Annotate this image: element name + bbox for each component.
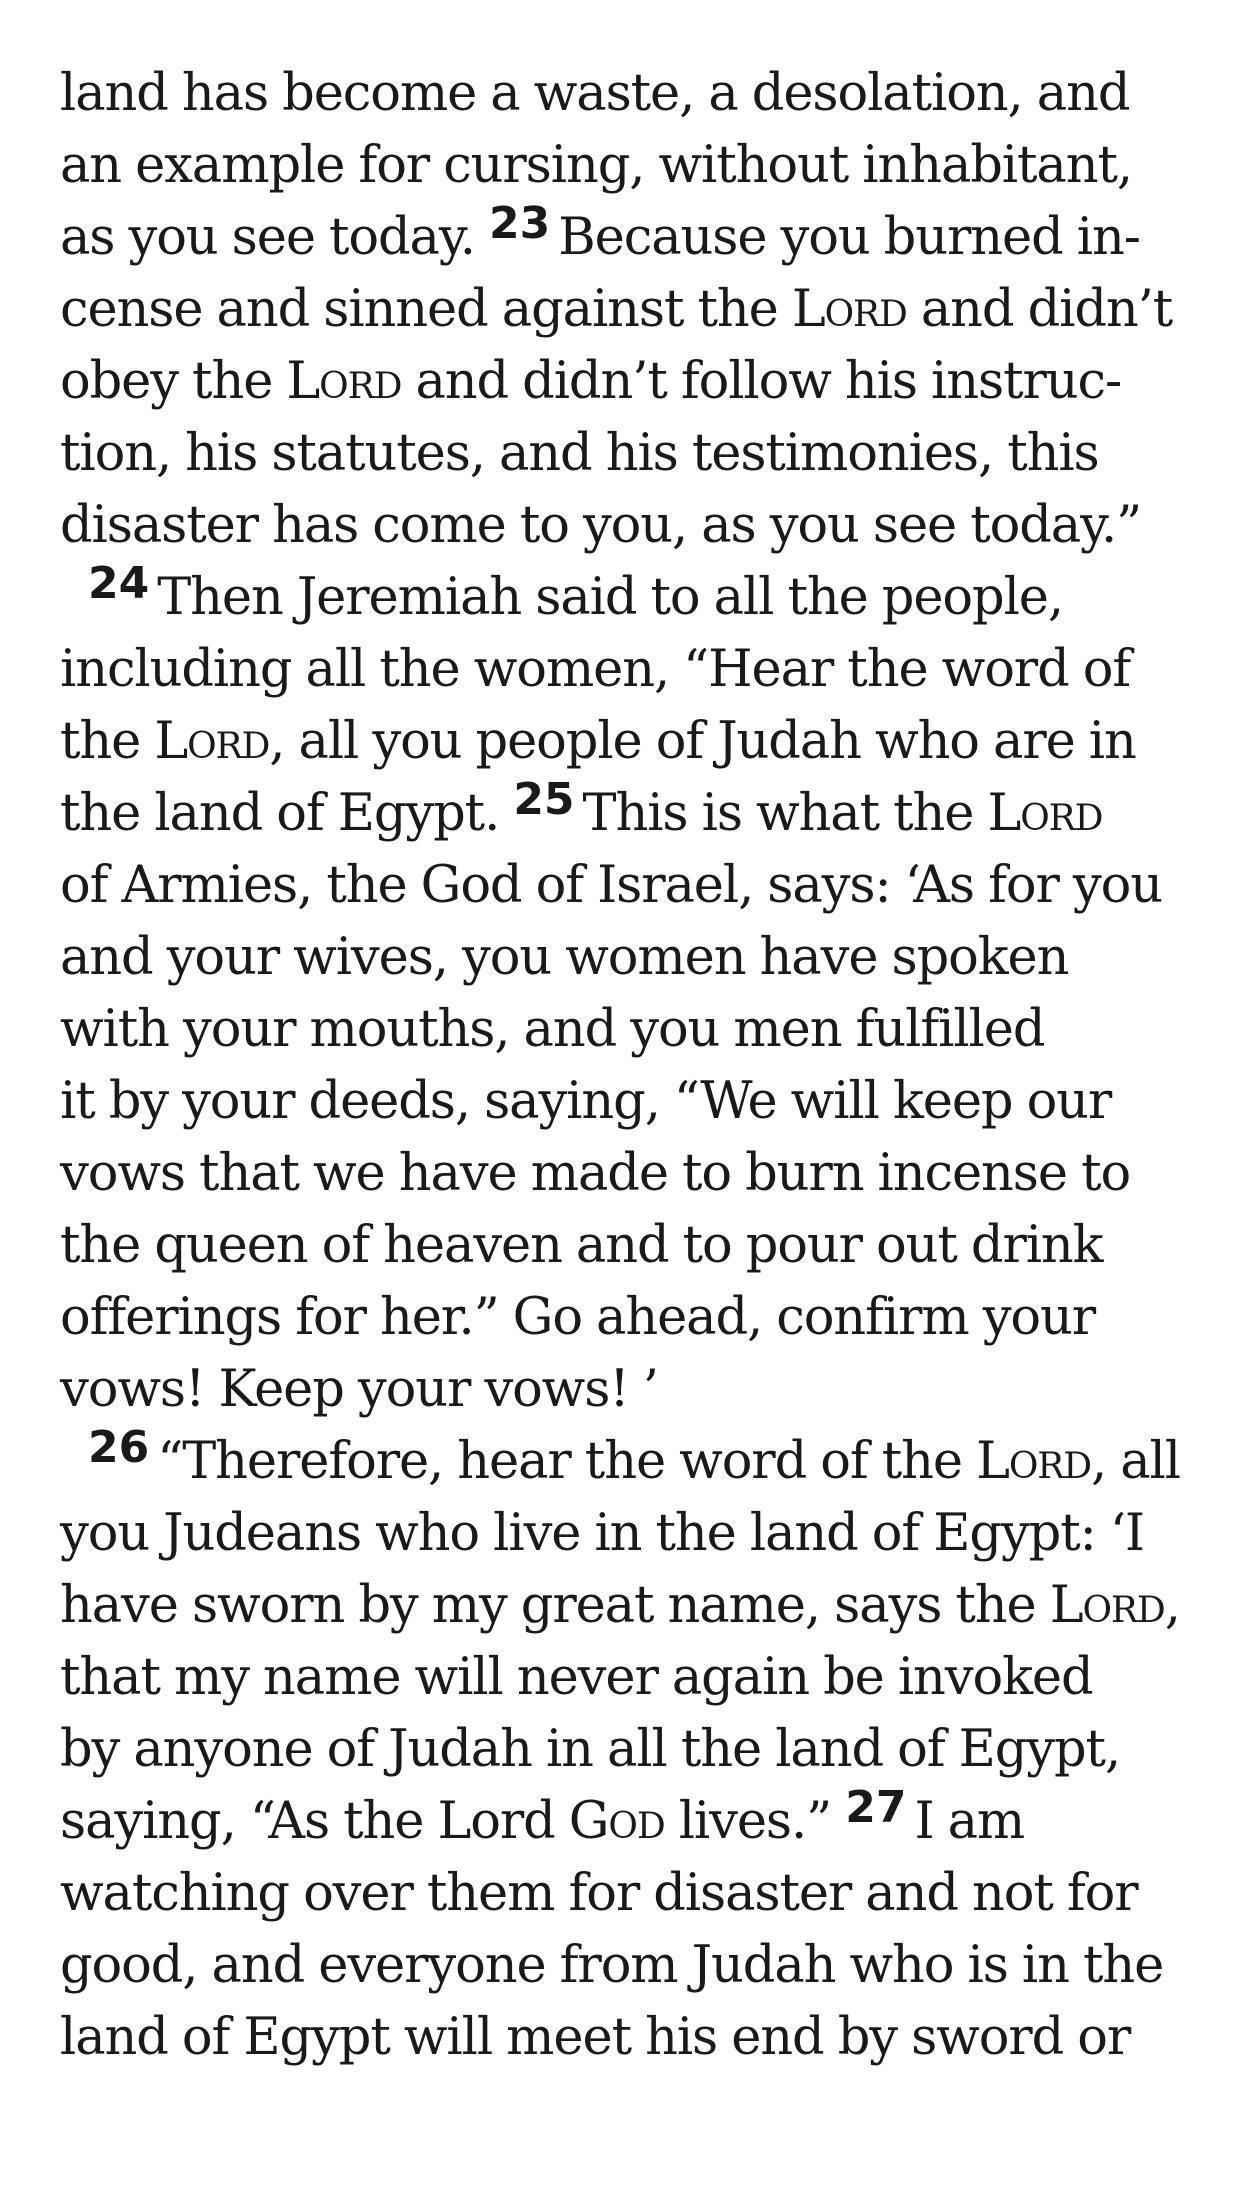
line-text: that my name will never again be invoked: [60, 1648, 1093, 1707]
divine-name: Lord: [987, 784, 1103, 843]
line-text: the: [60, 712, 155, 771]
scripture-passage: [60, 58, 1185, 2074]
text-line: [60, 418, 1185, 490]
line-text: vows! Keep your vows! ’: [60, 1360, 658, 1419]
line-text: disaster has come to you, as you see today.”: [60, 496, 1142, 555]
line-text: including all the women, “Hear the word of: [60, 640, 1131, 699]
line-text: land has become a waste, a desolation, and: [60, 64, 1130, 123]
line-text: , all you people of Judah who are in: [269, 712, 1136, 771]
line-text: good, and everyone from Judah who is in the: [60, 1936, 1164, 1995]
line-text: lives.”: [664, 1792, 846, 1851]
text-line: [60, 558, 1185, 634]
line-text: watching over them for disaster and not for: [60, 1864, 1138, 1923]
line-text: Because you burned in-: [558, 208, 1140, 267]
text-line: [60, 1354, 1185, 1426]
verse-number[interactable]: 25: [513, 774, 575, 825]
line-text: it by your deeds, saying, “We will keep our: [60, 1072, 1112, 1131]
divine-name: Lord: [154, 712, 270, 771]
text-line: [60, 1782, 1185, 1858]
line-text: the queen of heaven and to pour out drink: [60, 1216, 1103, 1275]
line-text: ,: [1164, 1576, 1180, 1635]
text-line: [60, 198, 1185, 274]
text-line: [60, 1282, 1185, 1354]
line-text: land of Egypt will meet his end by sword or: [60, 2008, 1131, 2067]
line-text: and didn’t follow his instruc-: [401, 352, 1122, 411]
text-line: [60, 634, 1185, 706]
line-text: of Armies, the God of Israel, says: ‘As for you: [60, 856, 1162, 915]
line-text: I am: [914, 1792, 1025, 1851]
text-line: [60, 130, 1185, 202]
text-line: [60, 706, 1185, 778]
line-text: and your wives, you women have spoken: [60, 928, 1069, 987]
line-text: vows that we have made to burn incense to: [60, 1144, 1131, 1203]
line-text: an example for cursing, without inhabitant,: [60, 136, 1132, 195]
text-line: [60, 1642, 1185, 1714]
divine-name: Lord: [791, 280, 907, 339]
line-text: and didn’t: [906, 280, 1173, 339]
verse-number[interactable]: 24: [88, 558, 150, 609]
text-line: [60, 1570, 1185, 1642]
verse-number[interactable]: 23: [489, 198, 551, 249]
line-text: Then Jeremiah said to all the people,: [157, 568, 1063, 627]
line-text: by anyone of Judah in all the land of Egypt,: [60, 1720, 1121, 1779]
text-line: [60, 2002, 1185, 2074]
text-line: [60, 1066, 1185, 1138]
divine-name: Lord: [286, 352, 402, 411]
text-line: [60, 1930, 1185, 2002]
line-text: you Judeans who live in the land of Egypt: ‘I: [60, 1504, 1144, 1563]
line-text: cense and sinned against the: [60, 280, 792, 339]
line-text: , all: [1091, 1432, 1180, 1491]
text-line: [60, 1422, 1185, 1498]
text-line: [60, 774, 1185, 850]
line-text: This is what the: [582, 784, 988, 843]
text-line: [60, 1138, 1185, 1210]
text-line: [60, 850, 1185, 922]
line-text: with your mouths, and you men fulfilled: [60, 1000, 1045, 1059]
divine-name: Lord: [976, 1432, 1092, 1491]
text-line: [60, 490, 1185, 562]
text-line: [60, 922, 1185, 994]
line-text: obey the: [60, 352, 287, 411]
text-line: [60, 1714, 1185, 1786]
text-line: [60, 1858, 1185, 1930]
line-text: as you see today.: [60, 208, 490, 267]
text-line: [60, 58, 1185, 130]
line-text: offerings for her.” Go ahead, confirm your: [60, 1288, 1096, 1347]
verse-number[interactable]: 26: [88, 1422, 150, 1473]
text-line: [60, 274, 1185, 346]
divine-name: Lord: [1049, 1576, 1165, 1635]
line-text: have sworn by my great name, says the: [60, 1576, 1050, 1635]
text-line: [60, 1210, 1185, 1282]
line-text: saying, “As the Lord: [60, 1792, 569, 1851]
text-line: [60, 1498, 1185, 1570]
divine-name: God: [568, 1792, 665, 1851]
line-text: “Therefore, hear the word of the: [157, 1432, 977, 1491]
line-text: the land of Egypt.: [60, 784, 514, 843]
verse-number[interactable]: 27: [845, 1782, 907, 1833]
text-line: [60, 994, 1185, 1066]
line-text: tion, his statutes, and his testimonies, this: [60, 424, 1099, 483]
text-line: [60, 346, 1185, 418]
